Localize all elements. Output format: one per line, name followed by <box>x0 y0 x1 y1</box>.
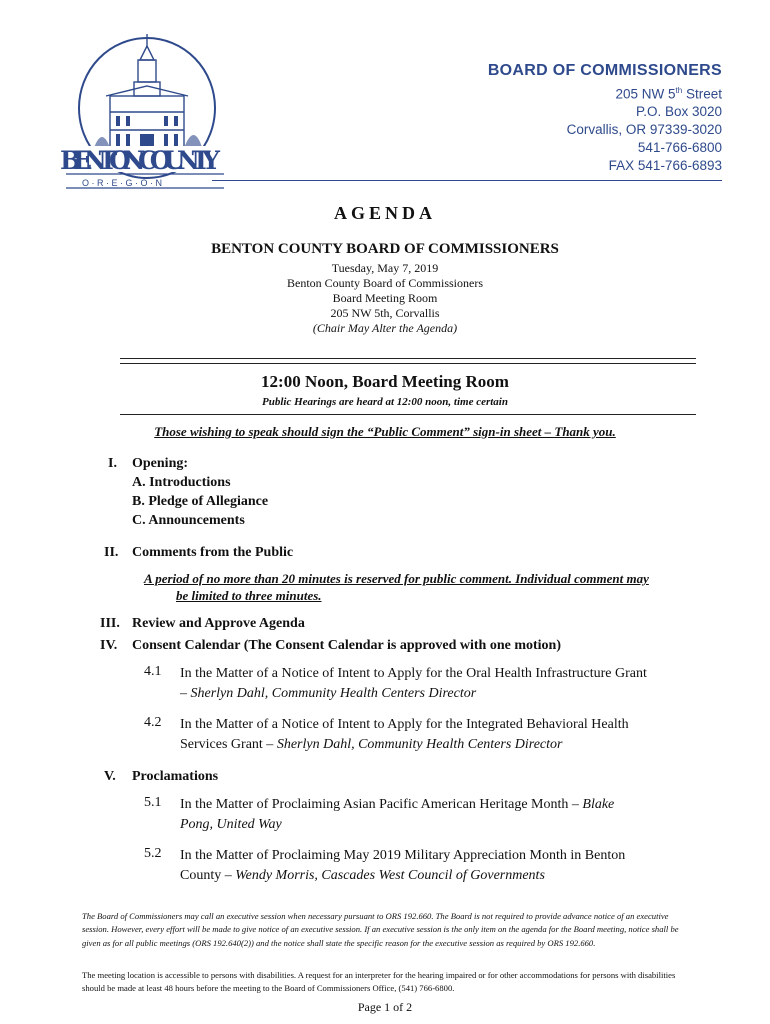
section-1-num: I. <box>108 456 117 471</box>
section-1-title: Opening: <box>132 456 189 471</box>
session-time-title: 12:00 Noon, Board Meeting Room <box>261 372 509 391</box>
meeting-date: Tuesday, May 7, 2019 <box>331 261 439 275</box>
section-5-title: Proclamations <box>132 769 219 784</box>
item-4-1-num: 4.1 <box>144 664 162 679</box>
header-pobox: P.O. Box 3020 <box>635 104 722 119</box>
item-4-2-text2: Services Grant – <box>180 737 277 752</box>
divider-top-1 <box>120 358 696 359</box>
chair-note: (Chair May Alter the Agenda) <box>312 321 458 335</box>
item-5-1-num: 5.1 <box>144 795 162 810</box>
agenda-title: AGENDA <box>333 203 436 223</box>
header-street: 205 NW 5th Street <box>615 86 722 102</box>
accessibility-notice: The meeting location is accessible to persons with disabilities. A request for an interpreter for the hearing impaired or for other accommodations for persons with disabilities should be made at least 48 hours before the meeting to the Board of Commissioners Office, (541) 766-6800. <box>82 970 676 994</box>
item-5-1-person2: Pong, United Way <box>180 817 282 832</box>
item-5-1-person1: Blake <box>582 797 615 812</box>
page-number: Page 1 of 2 <box>357 1000 413 1014</box>
public-hearing-note: Public Hearings are heard at 12:00 noon, time certain <box>262 396 508 408</box>
section-5-num: V. <box>104 769 116 784</box>
header-fax: FAX 541-766-6893 <box>608 158 722 173</box>
item-5-2-text2: County – <box>180 868 236 883</box>
item-4-2-num: 4.2 <box>144 715 162 730</box>
logo-name: BENTON COUNTY <box>60 146 220 175</box>
public-comment-note-1: A period of no more than 20 minutes is reserved for public comment. Individual comment may <box>144 571 649 586</box>
item-5-2-person: Wendy Morris, Cascades West Council of Governments <box>235 868 545 883</box>
section-4-num: IV. <box>100 638 118 653</box>
header-title: BOARD OF COMMISSIONERS <box>487 62 722 79</box>
item-4-2-text: In the Matter of a Notice of Intent to Apply for the Integrated Behavioral Health <box>180 717 629 732</box>
item-5-2-line2 <box>180 866 700 886</box>
item-4-2-person: Sherlyn Dahl, Community Health Centers Director <box>276 737 563 752</box>
meeting-body: Benton County Board of Commissioners <box>287 276 483 290</box>
meeting-room: Board Meeting Room <box>332 291 438 305</box>
item-4-1-text: In the Matter of a Notice of Intent to Apply for the Oral Health Infrastructure Grant <box>180 666 647 681</box>
benton-county-logo <box>52 30 232 190</box>
header-city: Corvallis, OR 97339-3020 <box>566 122 722 137</box>
header-divider <box>212 180 722 181</box>
item-5-2-num: 5.2 <box>144 846 162 861</box>
item-5-1-text: In the Matter of Proclaiming Asian Pacific American Heritage Month – <box>180 797 583 812</box>
logo-state: O · R · E · G · O · N <box>82 178 162 188</box>
meeting-address: 205 NW 5th, Corvallis <box>330 306 440 320</box>
item-5-1-line1 <box>180 795 700 815</box>
header-phone: 541-766-6800 <box>637 140 722 155</box>
executive-session-notice: The Board of Commissioners may call an executive session when necessary pursuant to ORS 192.660. The Board is not required to provide advance notice of an executive session. However, every effort will be made to give notice of an executive session. If an executive session is the only item on the agenda for the Board meeting, notice shall be given as for all public meetings (ORS 192.640(2)) and the notice shall state the specific reason for the executive session as required by ORS 192.660. <box>82 911 679 948</box>
section-3-title: Review and Approve Agenda <box>132 616 305 631</box>
section-1-c: C. Announcements <box>132 513 245 528</box>
signin-note: Those wishing to speak should sign the “Public Comment” sign-in sheet – Thank you. <box>154 424 616 439</box>
divider-mid <box>120 414 696 415</box>
item-4-2-line2 <box>180 735 700 755</box>
org-title: BENTON COUNTY BOARD OF COMMISSIONERS <box>211 241 559 257</box>
section-3-num: III. <box>100 616 120 631</box>
section-1-a: A. Introductions <box>132 475 231 490</box>
section-1-b: B. Pledge of Allegiance <box>132 494 269 509</box>
section-2-title: Comments from the Public <box>132 545 294 560</box>
public-comment-note-2: be limited to three minutes. <box>176 588 322 603</box>
divider-top-2 <box>120 363 696 364</box>
section-4-title: Consent Calendar (The Consent Calendar is approved with one motion) <box>132 638 561 653</box>
item-4-1-person: – Sherlyn Dahl, Community Health Centers Director <box>180 686 477 701</box>
item-5-2-text: In the Matter of Proclaiming May 2019 Military Appreciation Month in Benton <box>180 848 626 863</box>
section-2-num: II. <box>104 545 119 560</box>
